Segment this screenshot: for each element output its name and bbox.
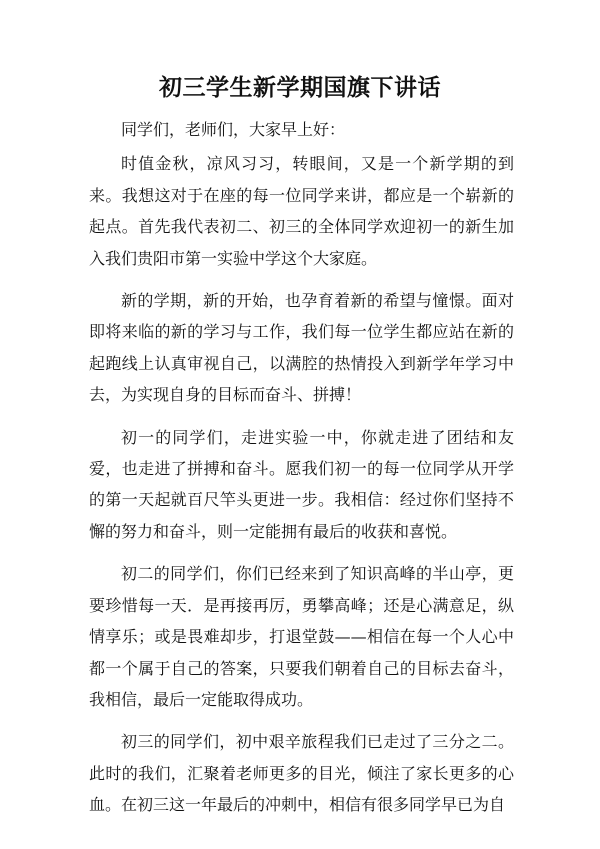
paragraph-grade-two: 初二的同学们，你们已经来到了知识高峰的半山亭，更要珍惜每一天．是再接再厉，勇攀高峰；还是心满意足，纵情享乐；或是畏难却步，打退堂鼓——相信在每一个人心中都一个属于自己的答案，只要我们朝着自己的目标去奋斗，我相信，最后一定能取得成功。 <box>89 564 514 709</box>
paragraph-opening: 时值金秋，凉风习习，转眼间，又是一个新学期的到来。我想这对于在座的每一位同学来讲，都应是一个崭新的起点。首先我代表初二、初三的全体同学欢迎初一的新生加入我们贵阳市第一实验中学这个大家庭。 <box>89 154 514 268</box>
document-body <box>89 114 514 832</box>
paragraph-greeting: 同学们，老师们，大家早上好： <box>121 120 346 139</box>
paragraph-grade-one: 初一的同学们，走进实验一中，你就走进了团结和友爱，也走进了拼搏和奋斗。愿我们初一的每一位同学从开学的第一天起就百尺竿头更进一步。我相信：经过你们坚持不懈的努力和奋斗，则一定能拥有最后的收获和喜悦。 <box>89 427 514 541</box>
paragraph-new-semester: 新的学期，新的开始，也孕育着新的希望与憧憬。面对即将来临的新的学习与工作，我们每一位学生都应站在新的起跑线上认真审视自己，以满腔的热情投入到新学年学习中去，为实现自身的目标而奋斗、拼搏！ <box>89 291 514 405</box>
paragraph-grade-three: 初三的同学们，初中艰辛旅程我们已走过了三分之二。此时的我们，汇聚着老师更多的目光，倾注了家长更多的心血。在初三这一年最后的冲刺中，相信有很多同学早已为自 <box>89 732 514 815</box>
document-title: 初三学生新学期国旗下讲话 <box>159 74 441 101</box>
